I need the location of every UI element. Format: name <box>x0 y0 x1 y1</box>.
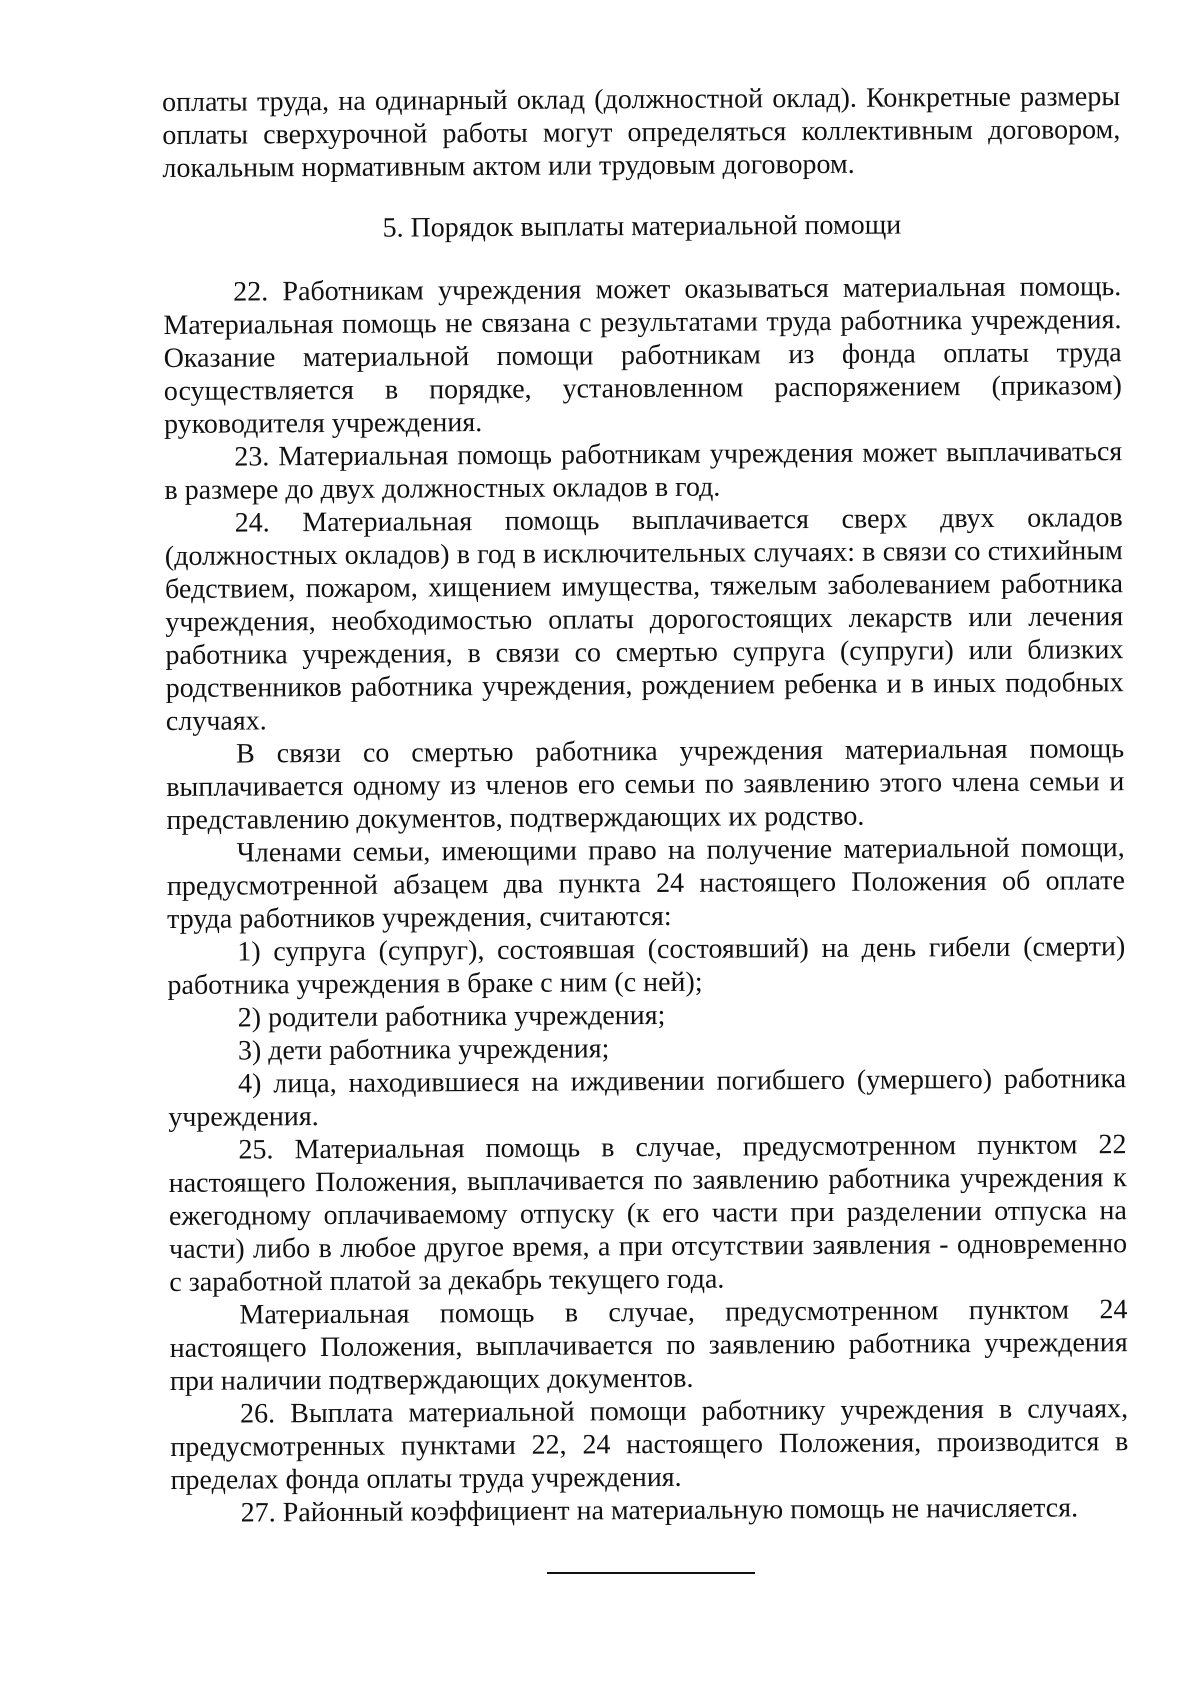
paragraph-23: 23. Материальная помощь работникам учреждения может выплачиваться в размере до двух должностных окладов в год. <box>164 436 1123 506</box>
list-item-4: 4) лица, находившиеся на иждивении погибшего (умершего) работника учреждения. <box>168 1063 1127 1133</box>
list-item-1: 1) супруга (супруг), состоявшая (состоявший) на день гибели (смерти) работника учреждения в браке с ним (с ней); <box>167 931 1126 1001</box>
paragraph-22: 22. Работникам учреждения может оказываться материальная помощь. Материальная помощь не связана с результатами труда работника учреждения. Оказание материальной помощи работникам из фонда оплаты труда осуществляется в порядке, установленном распоряжением (приказом) руководителя учреждения. <box>163 271 1122 440</box>
list-item-3: 3) дети работника учреждения; <box>237 1033 610 1067</box>
paragraph-25: 25. Материальная помощь в случае, предусмотренном пунктом 22 настоящего Положения, выплачивается по заявлению работника учреждения к ежегодному оплачиваемому отпуску (к его части при разделении отпуска на части) либо в любое другое время, а при отсутствии заявления - одновременно с заработной платой за декабрь текущего года. <box>168 1129 1128 1298</box>
paragraph-continuation: оплаты труда, на одинарный оклад (должностной оклад). Конкретные размеры оплаты сверхурочной работы могут определяться коллективным договором, локальным нормативным актом или трудовым договором. <box>162 81 1121 184</box>
document-body <box>162 80 1129 1530</box>
paragraph-24-death-clause: В связи со смертью работника учреждения материальная помощь выплачивается одному из членов его семьи по заявлению этого члена семьи и представлению документов, подтверждающих их родство. <box>166 733 1125 836</box>
list-item-2: 2) родители работника учреждения; <box>237 999 666 1034</box>
paragraph-24: 24. Материальная помощь выплачивается сверх двух окладов (должностных окладов) в год в исключительных случаях: в связи со стихийным бедствием, пожаром, хищением имущества, тяжелым заболеванием работника учреждения, необходимостью оплаты дорогостоящих лекарств или лечения работника учреждения, в связи со смертью супруга (супруги) или близких родственников работника учреждения, рождением ребенка и в иных подобных случаях. <box>164 502 1124 737</box>
end-divider-line <box>547 1572 755 1574</box>
paragraph-24-family-members: Членами семьи, имеющими право на получение материальной помощи, предусмотренной абзацем два пункта 24 настоящего Положения об оплате труда работников учреждения, считаются: <box>166 832 1125 935</box>
paragraph-25-second: Материальная помощь в случае, предусмотренном пунктом 24 настоящего Положения, выплачивается по заявлению работника учреждения при наличии подтверждающих документов. <box>169 1294 1128 1397</box>
paragraph-26: 26. Выплата материальной помощи работнику учреждения в случаях, предусмотренных пунктами 22, 24 настоящего Положения, производится в пределах фонда оплаты труда учреждения. <box>170 1393 1129 1496</box>
section-heading: 5. Порядок выплаты материальной помощи <box>382 209 902 244</box>
paragraph-27: 27. Районный коэффициент на материальную помощь не начисляется. <box>240 1492 1079 1529</box>
